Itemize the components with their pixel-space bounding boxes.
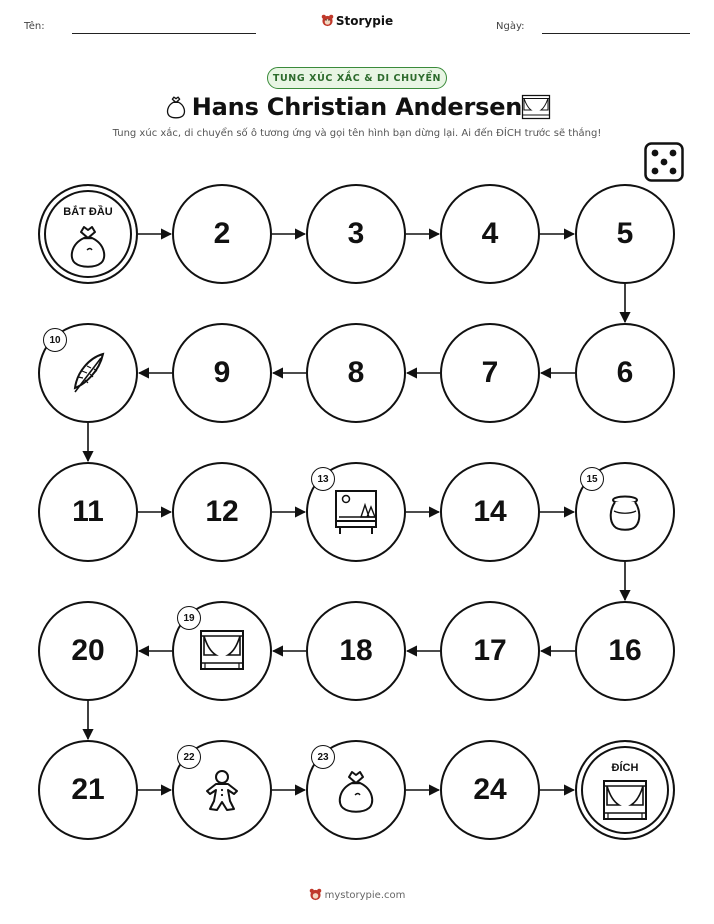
cell-number-badge: 15 [580, 467, 604, 491]
cell-number-badge: 22 [177, 745, 201, 769]
bear-logo-icon [309, 888, 322, 901]
board-cell-5 [575, 184, 675, 284]
gingerbread-doll-icon [197, 765, 247, 815]
board-cell-10 [38, 323, 138, 423]
cell-number-badge: 19 [177, 606, 201, 630]
board-cell-1 [38, 184, 138, 284]
cell-number: 21 [71, 773, 105, 806]
cell-number: 4 [481, 217, 499, 250]
money-bag-icon [331, 765, 381, 815]
theater-curtain-icon [197, 626, 247, 676]
theater-curtain-icon [600, 776, 650, 826]
board-cell-2 [172, 184, 272, 284]
cell-number: 24 [473, 773, 507, 806]
board-cell-21 [38, 740, 138, 840]
board-cell-3 [306, 184, 406, 284]
board-cell-18 [306, 601, 406, 701]
board-cell-24 [440, 740, 540, 840]
cell-number: 2 [213, 217, 231, 250]
cell-label: BẮT ĐẦU [63, 206, 113, 218]
window-scene-icon [331, 487, 381, 537]
board-cell-9 [172, 323, 272, 423]
board-cell-22 [172, 740, 272, 840]
cell-number: 5 [616, 217, 634, 250]
board-cell-8 [306, 323, 406, 423]
cell-label: ĐÍCH [611, 762, 639, 774]
cell-number: 6 [616, 356, 634, 389]
quill-feather-icon [63, 348, 113, 398]
money-bag-icon [63, 220, 113, 270]
board-cell-20 [38, 601, 138, 701]
cell-number: 8 [347, 356, 365, 389]
cell-number: 14 [473, 495, 507, 528]
date-label: Ngày: [496, 21, 525, 32]
cell-number-badge: 23 [311, 745, 335, 769]
footer-url: mystorypie.com [324, 890, 406, 901]
clay-pot-icon [600, 487, 650, 537]
board-cell-17 [440, 601, 540, 701]
cell-number: 9 [213, 356, 231, 389]
cell-number-badge: 13 [311, 467, 335, 491]
board-cell-25 [575, 740, 675, 840]
page-title: Hans Christian Andersen [191, 93, 523, 121]
name-label: Tên: [24, 21, 45, 32]
cell-number: 17 [473, 634, 507, 667]
board-cell-23 [306, 740, 406, 840]
board-cell-15 [575, 462, 675, 562]
cell-number: 7 [481, 356, 499, 389]
board-cell-13 [306, 462, 406, 562]
footer [0, 888, 714, 901]
board-cell-4 [440, 184, 540, 284]
board-cell-11 [38, 462, 138, 562]
cell-number-badge: 10 [43, 328, 67, 352]
cell-number: 3 [347, 217, 365, 250]
game-type-badge: TUNG XÚC XẮC & DI CHUYỂN [267, 67, 447, 89]
board-cell-12 [172, 462, 272, 562]
instructions: Tung xúc xắc, di chuyển số ô tương ứng và gọi tên hình bạn dừng lại. Ai đến ĐÍCH trước sẽ thắng! [112, 128, 602, 139]
cell-number: 11 [72, 495, 104, 528]
cell-number: 16 [608, 634, 642, 667]
board-cell-14 [440, 462, 540, 562]
cell-number: 12 [205, 495, 239, 528]
cell-number: 18 [339, 634, 373, 667]
board-cell-7 [440, 323, 540, 423]
board-cell-19 [172, 601, 272, 701]
board-cell-16 [575, 601, 675, 701]
cell-number: 20 [71, 634, 105, 667]
brand-name: Storypie [335, 14, 394, 28]
board-cell-6 [575, 323, 675, 423]
